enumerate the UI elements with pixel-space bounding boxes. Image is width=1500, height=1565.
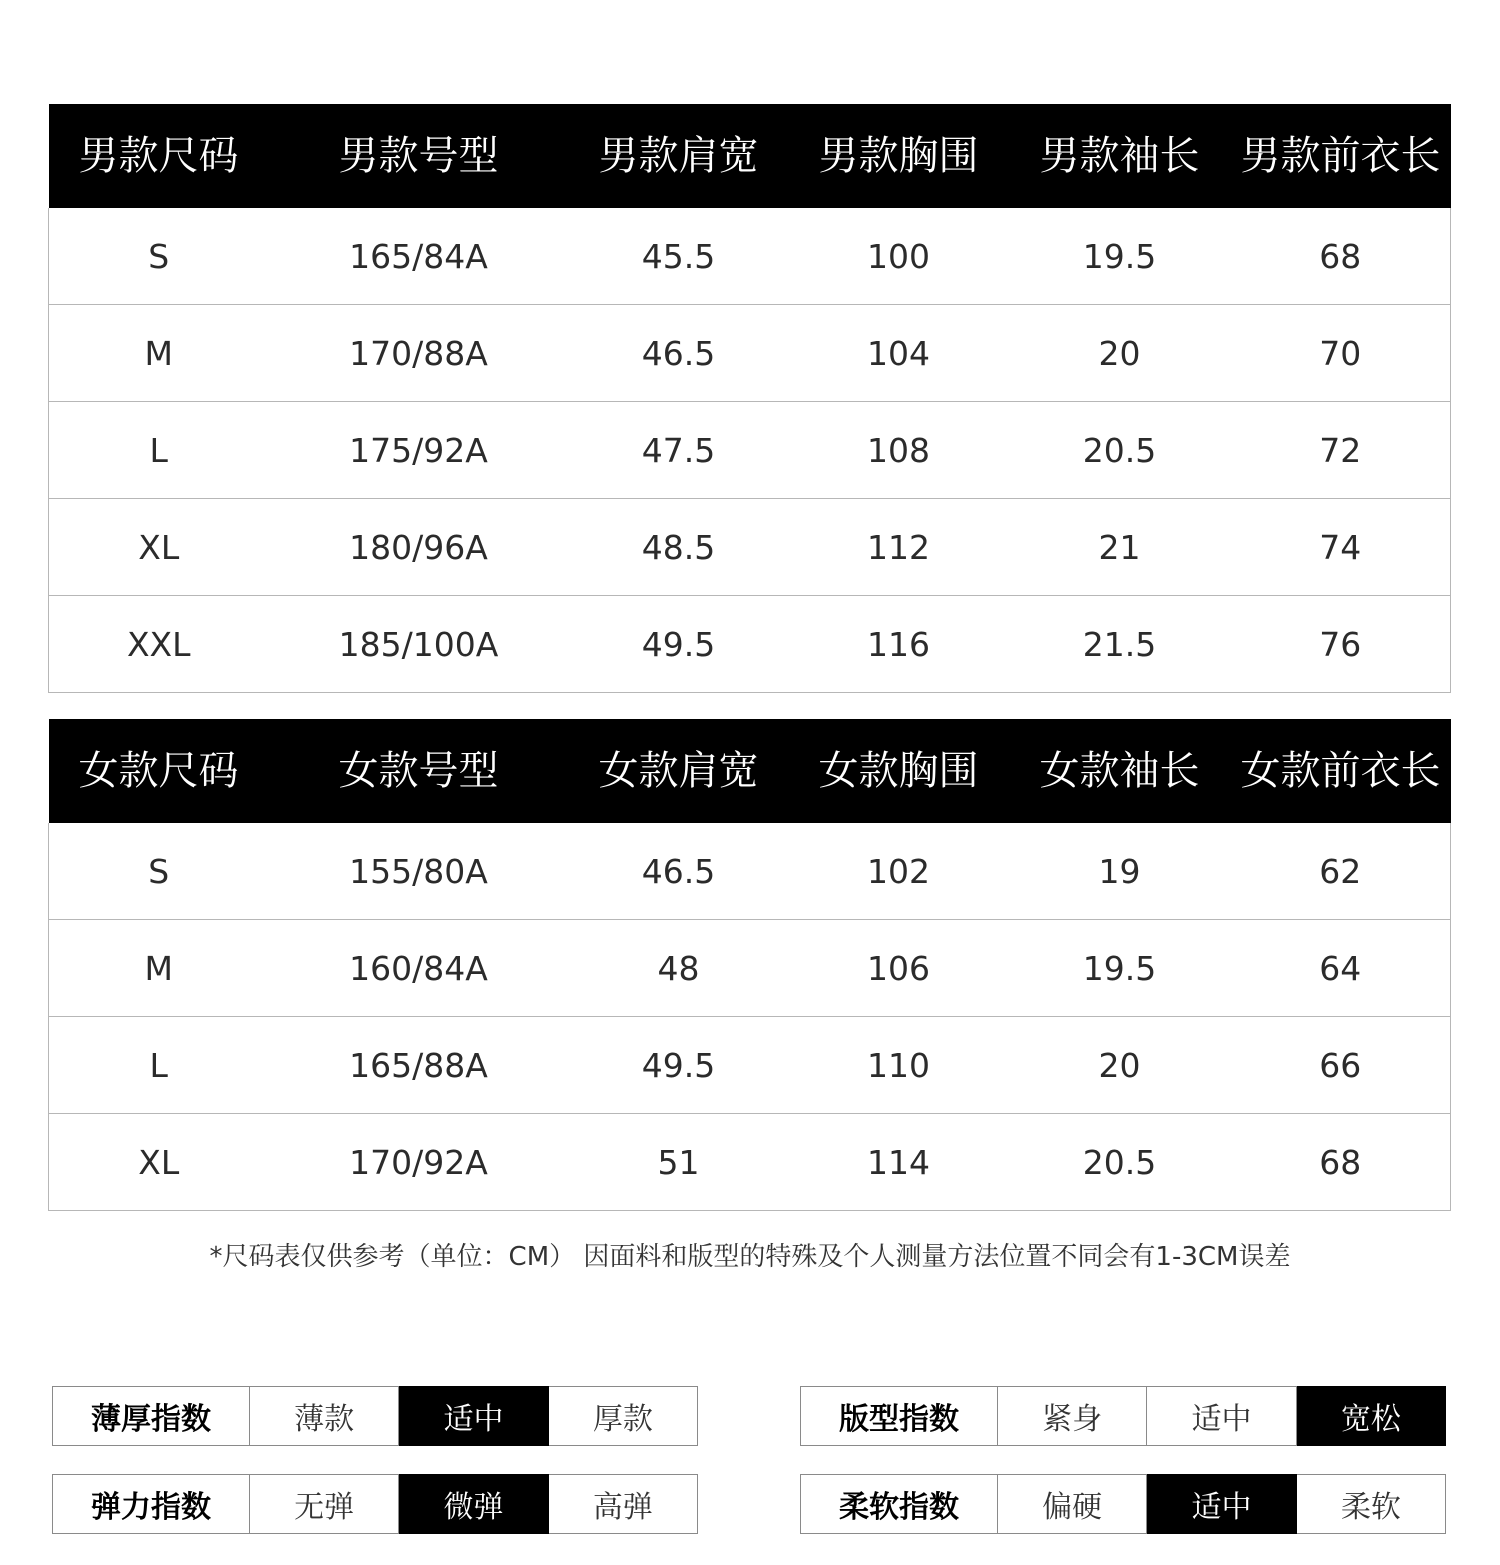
men-header-cell: 男款前衣长 bbox=[1231, 104, 1451, 208]
thickness-index bbox=[52, 1386, 698, 1446]
fit-option: 适中 bbox=[1147, 1387, 1296, 1446]
table-cell: 46.5 bbox=[641, 851, 716, 891]
women-header-cell: 女款袖长 bbox=[1009, 719, 1231, 823]
table-cell: S bbox=[148, 851, 170, 891]
table-cell: 170/88A bbox=[269, 305, 569, 402]
table-cell: 114 bbox=[789, 1114, 1009, 1211]
table-row bbox=[49, 305, 1451, 402]
table-cell: L bbox=[49, 1017, 269, 1114]
table-cell: 116 bbox=[789, 596, 1009, 693]
thickness-option: 厚款 bbox=[548, 1387, 697, 1446]
table-cell: 180/96A bbox=[269, 499, 569, 596]
softness-option: 适中 bbox=[1147, 1475, 1296, 1534]
thickness-option: 适中 bbox=[399, 1387, 548, 1446]
table-cell: 108 bbox=[789, 402, 1009, 499]
table-cell: 165/84A bbox=[349, 236, 488, 276]
men-header-cell: 男款号型 bbox=[269, 104, 569, 208]
table-row bbox=[49, 1017, 1451, 1114]
table-cell: 20.5 bbox=[1009, 1114, 1231, 1211]
table-cell: 47.5 bbox=[569, 402, 789, 499]
table-cell: 106 bbox=[789, 920, 1009, 1017]
table-cell: 74 bbox=[1231, 499, 1451, 596]
table-cell: 185/100A bbox=[269, 596, 569, 693]
elastic-index bbox=[52, 1474, 698, 1534]
table-cell: XL bbox=[49, 1114, 269, 1211]
table-cell: 45.5 bbox=[641, 236, 716, 276]
table-cell: 21.5 bbox=[1009, 596, 1231, 693]
men-header-cell: 男款肩宽 bbox=[569, 104, 789, 208]
table-cell: 19.5 bbox=[1082, 236, 1157, 276]
table-cell: 20 bbox=[1009, 305, 1231, 402]
fit-index-label: 版型指数 bbox=[801, 1387, 998, 1446]
table-cell: 170/92A bbox=[269, 1114, 569, 1211]
table-cell: 76 bbox=[1231, 596, 1451, 693]
women-header-cell: 女款前衣长 bbox=[1231, 719, 1451, 823]
softness-index-label: 柔软指数 bbox=[801, 1475, 998, 1534]
table-cell: 20.5 bbox=[1009, 402, 1231, 499]
table-cell: 62 bbox=[1319, 851, 1362, 891]
table-cell: 104 bbox=[789, 305, 1009, 402]
women-header-cell: 女款号型 bbox=[269, 719, 569, 823]
table-cell: M bbox=[49, 920, 269, 1017]
women-header-row bbox=[49, 719, 1451, 823]
table-row bbox=[49, 596, 1451, 693]
table-cell: S bbox=[148, 236, 170, 276]
table-row bbox=[49, 823, 1451, 920]
men-header-cell: 男款尺码 bbox=[49, 104, 269, 208]
table-cell: 48.5 bbox=[569, 499, 789, 596]
fit-index bbox=[800, 1386, 1446, 1446]
table-cell: 49.5 bbox=[569, 596, 789, 693]
table-cell: 70 bbox=[1231, 305, 1451, 402]
table-cell: 110 bbox=[789, 1017, 1009, 1114]
table-cell: 100 bbox=[867, 236, 930, 276]
table-cell: 155/80A bbox=[349, 851, 488, 891]
table-row bbox=[49, 1114, 1451, 1211]
table-row bbox=[49, 499, 1451, 596]
table-cell: 175/92A bbox=[269, 402, 569, 499]
table-cell: 46.5 bbox=[569, 305, 789, 402]
women-header-cell: 女款尺码 bbox=[49, 719, 269, 823]
softness-option: 偏硬 bbox=[998, 1475, 1147, 1534]
table-cell: 72 bbox=[1231, 402, 1451, 499]
table-cell: 112 bbox=[789, 499, 1009, 596]
thickness-index-label: 薄厚指数 bbox=[53, 1387, 250, 1446]
women-size-table bbox=[48, 719, 1451, 1211]
men-header-cell: 男款胸围 bbox=[789, 104, 1009, 208]
men-size-table bbox=[48, 104, 1451, 693]
fit-option: 宽松 bbox=[1296, 1387, 1445, 1446]
table-cell: 48 bbox=[569, 920, 789, 1017]
table-cell: 19 bbox=[1098, 851, 1141, 891]
thickness-option: 薄款 bbox=[250, 1387, 399, 1446]
elastic-option: 高弹 bbox=[548, 1475, 697, 1534]
table-cell: 64 bbox=[1231, 920, 1451, 1017]
table-cell: 165/88A bbox=[269, 1017, 569, 1114]
fit-option: 紧身 bbox=[998, 1387, 1147, 1446]
elastic-index-label: 弹力指数 bbox=[53, 1475, 250, 1534]
table-cell: L bbox=[49, 402, 269, 499]
table-cell: 68 bbox=[1319, 236, 1362, 276]
table-cell: 160/84A bbox=[269, 920, 569, 1017]
table-cell: 51 bbox=[569, 1114, 789, 1211]
women-header-cell: 女款肩宽 bbox=[569, 719, 789, 823]
size-note: *尺码表仅供参考（单位：CM） 因面料和版型的特殊及个人测量方法位置不同会有1-3CM误差 bbox=[209, 1242, 1291, 1272]
softness-option: 柔软 bbox=[1296, 1475, 1445, 1534]
softness-index bbox=[800, 1474, 1446, 1534]
table-cell: 49.5 bbox=[569, 1017, 789, 1114]
men-header-cell: 男款袖长 bbox=[1009, 104, 1231, 208]
women-header-cell: 女款胸围 bbox=[789, 719, 1009, 823]
table-cell: XXL bbox=[49, 596, 269, 693]
elastic-option: 微弹 bbox=[399, 1475, 548, 1534]
table-cell: 21 bbox=[1009, 499, 1231, 596]
table-cell: 102 bbox=[867, 851, 930, 891]
table-cell: 68 bbox=[1231, 1114, 1451, 1211]
table-cell: 19.5 bbox=[1009, 920, 1231, 1017]
table-cell: 66 bbox=[1231, 1017, 1451, 1114]
table-row bbox=[49, 402, 1451, 499]
table-cell: M bbox=[49, 305, 269, 402]
table-cell: XL bbox=[49, 499, 269, 596]
table-row bbox=[49, 920, 1451, 1017]
table-cell: 20 bbox=[1009, 1017, 1231, 1114]
men-header-row bbox=[49, 104, 1451, 208]
elastic-option: 无弹 bbox=[250, 1475, 399, 1534]
table-row bbox=[49, 208, 1451, 305]
